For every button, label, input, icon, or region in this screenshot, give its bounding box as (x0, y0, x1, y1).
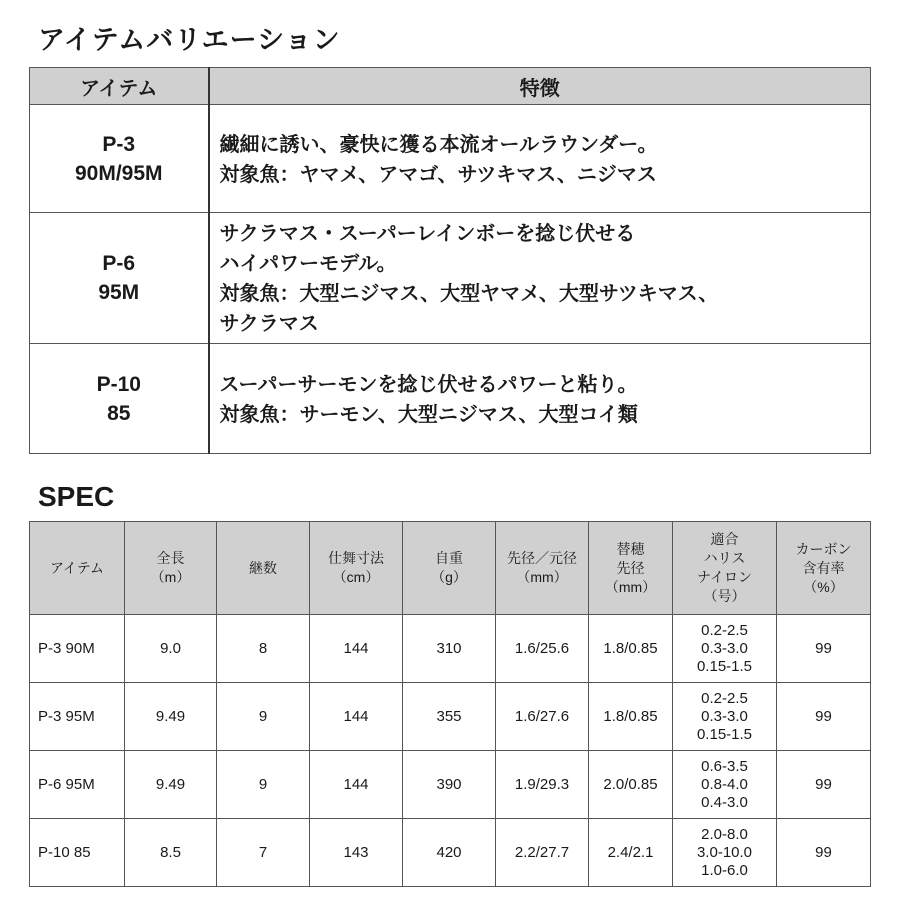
spec-item: P-3 90M (30, 615, 125, 683)
variation-title: アイテムバリエーション (38, 25, 341, 56)
spec-diameter: 2.2/27.7 (496, 819, 589, 887)
item-model: P-6 (102, 252, 136, 275)
spec-line-rating: 2.0-8.0 3.0-10.0 1.0-6.0 (673, 819, 777, 887)
spec-table (29, 521, 871, 887)
spec-weight: 355 (403, 683, 496, 751)
spec-item: P-10 85 (30, 819, 125, 887)
item-model: P-3 (102, 132, 136, 156)
feature-line: スーパーサーモンを捻じ伏せるパワーと粘り。 (219, 371, 638, 396)
item-length: 85 (107, 401, 131, 425)
spec-row (30, 751, 871, 819)
spec-row (30, 683, 871, 751)
variation-item-cell (30, 105, 209, 213)
variation-header-row (30, 68, 871, 105)
spec-closed-length: 144 (310, 683, 403, 751)
spec-spare-tip: 2.0/0.85 (589, 751, 673, 819)
spec-closed-length: 144 (310, 751, 403, 819)
spec-carbon: 99 (777, 615, 871, 683)
item-model: P-10 (96, 372, 141, 396)
spec-header-item: アイテム (30, 522, 125, 615)
spec-carbon: 99 (777, 683, 871, 751)
spec-row (30, 819, 871, 887)
variation-feature-cell (209, 105, 871, 213)
variation-row-p6 (30, 213, 871, 344)
feature-line: サクラマス (219, 311, 319, 335)
spec-length: 9.0 (125, 615, 217, 683)
variation-row-p3 (30, 105, 871, 213)
spec-spare-tip: 1.8/0.85 (589, 683, 673, 751)
spec-header-spare-tip: 替穂 先径 （mm） (589, 522, 673, 615)
spec-diameter: 1.6/25.6 (496, 615, 589, 683)
spec-line-rating: 0.6-3.5 0.8-4.0 0.4-3.0 (673, 751, 777, 819)
spec-row (30, 615, 871, 683)
spec-closed-length: 144 (310, 615, 403, 683)
variation-header-feature: 特徴 (209, 68, 871, 105)
spec-title: SPEC (38, 481, 115, 512)
spec-weight: 310 (403, 615, 496, 683)
feature-line: サクラマス・スーパーレインボーを捻じ伏せる (219, 221, 636, 245)
feature-line: ハイパワーモデル。 (219, 251, 397, 275)
item-length: 95M (98, 281, 140, 304)
spec-spare-tip: 2.4/2.1 (589, 819, 673, 887)
variation-table (29, 67, 871, 454)
variation-item-cell (30, 213, 209, 344)
feature-line: 繊細に誘い、豪快に獲る本流オールラウンダー。 (219, 131, 658, 156)
variation-row-p10 (30, 344, 871, 454)
spec-weight: 390 (403, 751, 496, 819)
spec-header-diameter: 先径／元径 （mm） (496, 522, 589, 615)
spec-spare-tip: 1.8/0.85 (589, 615, 673, 683)
spec-header-carbon: カーボン 含有率 （%） (777, 522, 871, 615)
spec-pieces: 8 (217, 615, 310, 683)
item-length: 90M/95M (74, 161, 163, 185)
spec-header-line-rating: 適合 ハリス ナイロン （号） (673, 522, 777, 615)
feature-line: 対象魚：サーモン、大型ニジマス、大型コイ類 (219, 401, 638, 426)
spec-header-length: 全長 （m） (125, 522, 217, 615)
spec-item: P-6 95M (30, 751, 125, 819)
variation-feature-cell (209, 213, 871, 344)
variation-item-cell (30, 344, 209, 454)
spec-weight: 420 (403, 819, 496, 887)
variation-feature-cell (209, 344, 871, 454)
spec-carbon: 99 (777, 819, 871, 887)
spec-pieces: 9 (217, 683, 310, 751)
spec-pieces: 9 (217, 751, 310, 819)
spec-length: 9.49 (125, 751, 217, 819)
spec-carbon: 99 (777, 751, 871, 819)
feature-line: 対象魚：ヤマメ、アマゴ、サツキマス、ニジマス (219, 161, 657, 186)
spec-pieces: 7 (217, 819, 310, 887)
spec-length: 8.5 (125, 819, 217, 887)
spec-header-weight: 自重 （g） (403, 522, 496, 615)
spec-header-row (30, 522, 871, 615)
variation-header-item: アイテム (30, 68, 209, 105)
spec-line-rating: 0.2-2.5 0.3-3.0 0.15-1.5 (673, 615, 777, 683)
spec-diameter: 1.9/29.3 (496, 751, 589, 819)
spec-item: P-3 95M (30, 683, 125, 751)
spec-header-closed-length: 仕舞寸法 （cm） (310, 522, 403, 615)
spec-header-pieces: 継数 (217, 522, 310, 615)
spec-closed-length: 143 (310, 819, 403, 887)
spec-length: 9.49 (125, 683, 217, 751)
spec-diameter: 1.6/27.6 (496, 683, 589, 751)
feature-line: 対象魚：大型ニジマス、大型ヤマメ、大型サツキマス、 (219, 281, 719, 305)
spec-line-rating: 0.2-2.5 0.3-3.0 0.15-1.5 (673, 683, 777, 751)
